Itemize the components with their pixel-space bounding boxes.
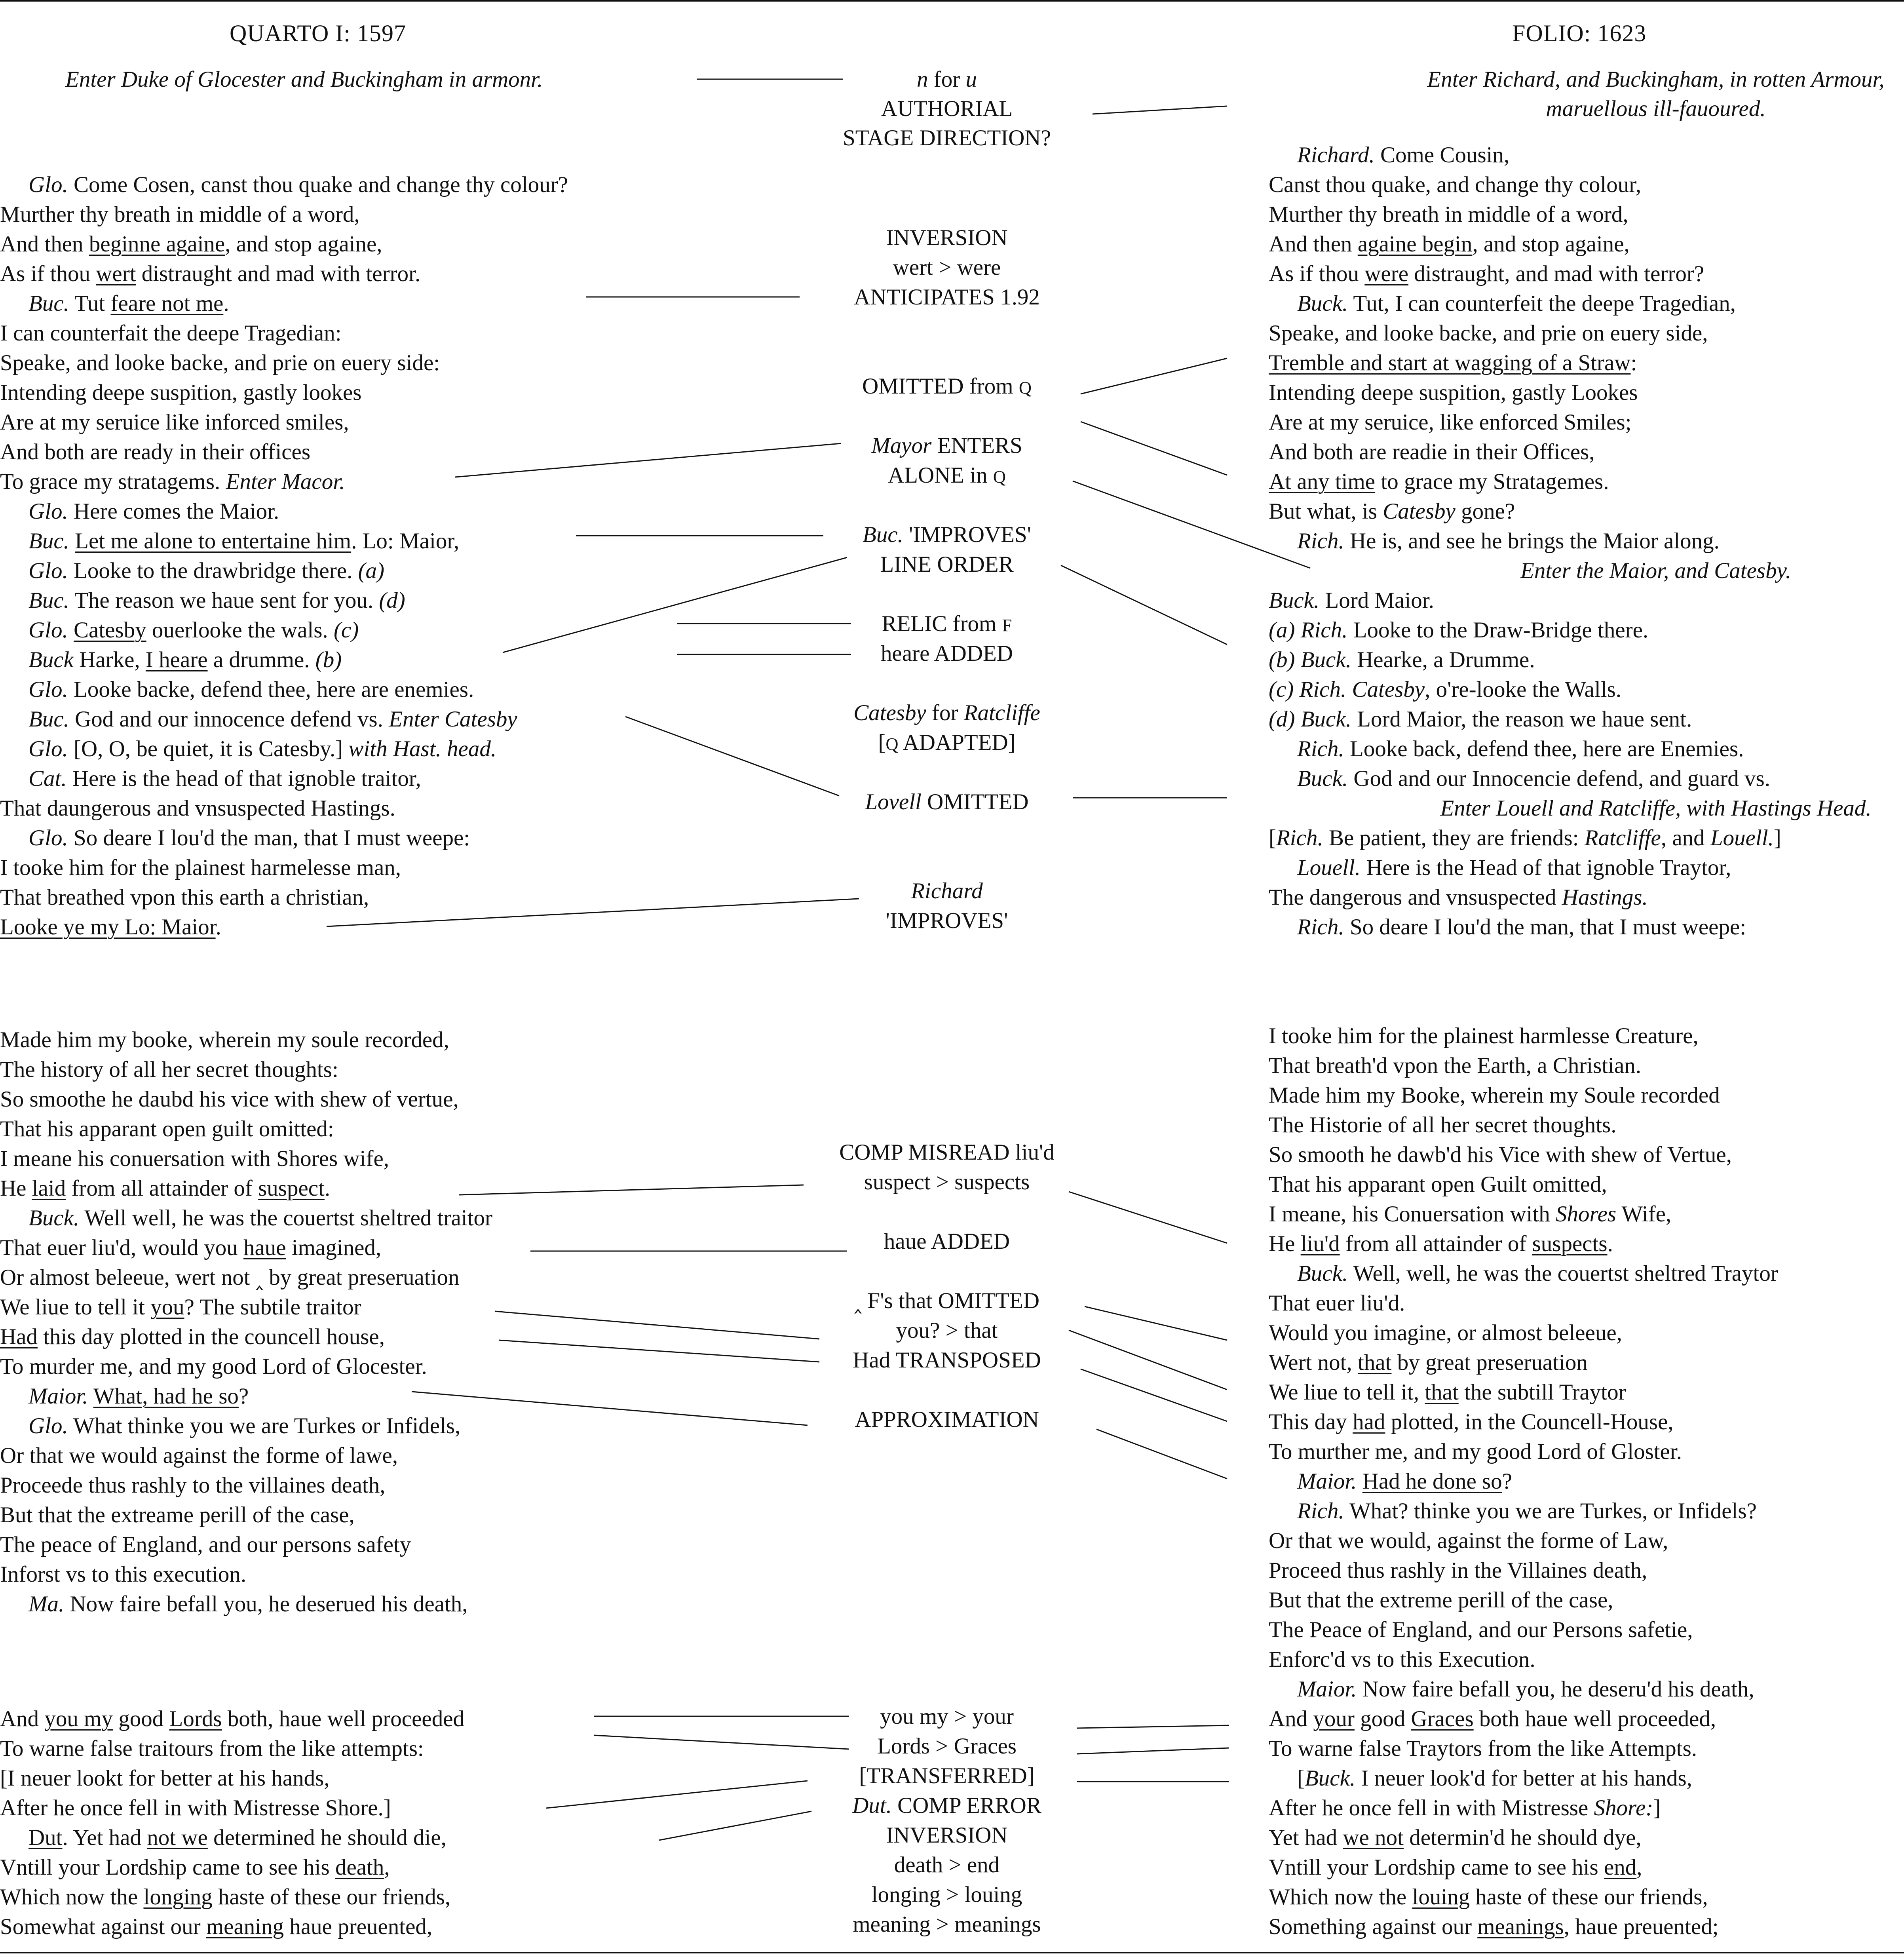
note-label: haue ADDED: [884, 1229, 1010, 1254]
folio-line: Enter the Maior, and Catesby.: [1520, 558, 1791, 583]
folio-line: Rich. Looke back, defend thee, here are Enemies.: [1297, 736, 1744, 761]
quarto-line: Vntill your Lordship came to see his death,: [0, 1855, 390, 1880]
folio-line: (a) Rich. Looke to the Draw-Bridge there.: [1269, 618, 1649, 643]
note-label: ALONE in Q: [887, 463, 1006, 488]
quarto-line: He laid from all attainder of suspect.: [0, 1176, 331, 1201]
note-label: Dut. COMP ERROR: [852, 1793, 1041, 1818]
quarto-line: Or almost beleeue, wert not ‸ by great preseruation: [0, 1265, 460, 1290]
folio-line: Enforc'd vs to this Execution.: [1269, 1647, 1535, 1672]
note-label: ANTICIPATES 1.92: [854, 285, 1040, 310]
note-label: meaning > meanings: [853, 1912, 1041, 1937]
quarto-line: Ma. Now faire befall you, he deserued his death,: [29, 1592, 468, 1616]
note-label: Lords > Graces: [877, 1734, 1017, 1759]
folio-line: And both are readie in their Offices,: [1269, 439, 1595, 464]
folio-line: Rich. So deare I lou'd the man, that I must weepe:: [1297, 915, 1746, 939]
folio-line: That his apparant open Guilt omitted,: [1269, 1172, 1607, 1197]
folio-line: Richard. Come Cousin,: [1297, 143, 1510, 167]
folio-line: I tooke him for the plainest harmlesse Creature,: [1269, 1023, 1699, 1048]
folio-line: I meane, his Conuersation with Shores Wife,: [1269, 1202, 1672, 1227]
note-label: Richard: [911, 879, 983, 903]
folio-line: But what, is Catesby gone?: [1269, 499, 1515, 524]
connector-line: [495, 1311, 819, 1339]
quarto-line: So smoothe he daubd his vice with shew of vertue,: [0, 1087, 459, 1112]
folio-line: [Buck. I neuer look'd for better at his hands,: [1297, 1766, 1692, 1791]
connector-line: [499, 1340, 819, 1362]
quarto-line: Dut. Yet had not we determined he should die,: [29, 1825, 447, 1850]
connector-line: [1093, 106, 1227, 114]
folio-line: After he once fell in with Mistresse Shore:]: [1269, 1795, 1661, 1820]
note-label: AUTHORIAL: [881, 96, 1013, 121]
folio-line: Maior. Now faire befall you, he deseru'd his death,: [1297, 1677, 1754, 1702]
folio-line: We liue to tell it, that the subtill Traytor: [1269, 1380, 1626, 1405]
quarto-line: Buck Harke, I heare a drumme. (b): [29, 647, 342, 672]
folio-line: As if thou were distraught, and mad with terror?: [1269, 261, 1704, 286]
quarto-line: Inforst vs to this execution.: [0, 1562, 247, 1587]
note-label: longing > louing: [871, 1882, 1022, 1907]
folio-line: Murther thy breath in middle of a word,: [1269, 202, 1628, 227]
folio-line: At any time to grace my Stratagemes.: [1269, 469, 1609, 494]
quarto-line: That daungerous and vnsuspected Hastings.: [0, 796, 395, 821]
connector-line: [625, 717, 839, 796]
quarto-line: And you my good Lords both, haue well proceeded: [0, 1706, 464, 1731]
connector-line: [1069, 1192, 1227, 1243]
folio-line: Tremble and start at wagging of a Straw:: [1269, 350, 1637, 375]
quarto-line: But that the extreame perill of the case,: [0, 1502, 355, 1527]
folio-line: Are at my seruice, like enforced Smiles;: [1269, 410, 1632, 435]
note-label: INVERSION: [886, 225, 1008, 250]
quarto-line: Buck. Well well, he was the couertst sheltred traitor: [29, 1206, 492, 1230]
quarto-line: After he once fell in with Mistresse Shore.]: [0, 1795, 391, 1820]
quarto-line: And both are ready in their offices: [0, 439, 311, 464]
connector-line: [1081, 1369, 1227, 1421]
quarto-header: QUARTO I: 1597: [230, 20, 406, 46]
quarto-line: Are at my seruice like inforced smiles,: [0, 410, 349, 435]
folio-line: Buck. Tut, I can counterfeit the deepe Tragedian,: [1297, 291, 1736, 316]
folio-line: That euer liu'd.: [1269, 1291, 1405, 1316]
quarto-line: We liue to tell it you? The subtile traitor: [0, 1295, 361, 1320]
connector-line: [1061, 565, 1227, 645]
quarto-line: Glo. Looke backe, defend thee, here are enemies.: [29, 677, 474, 702]
note-label: APPROXIMATION: [855, 1407, 1039, 1432]
folio-line: Wert not, that by great preseruation: [1269, 1350, 1588, 1375]
folio-stage-direction-1: Enter Richard, and Buckingham, in rotten Armour,: [1427, 67, 1885, 92]
connector-line: [594, 1735, 849, 1749]
quarto-line: Somewhat against our meaning haue preuented,: [0, 1914, 433, 1939]
note-label: [TRANSFERRED]: [859, 1763, 1035, 1788]
note-label: Buc. 'IMPROVES': [863, 522, 1031, 547]
quarto-line: Glo. What thinke you we are Turkes or Infidels,: [29, 1413, 461, 1438]
quarto-line: Speake, and looke backe, and prie on euery side:: [0, 350, 440, 375]
quarto-line: Glo. Come Cosen, canst thou quake and change thy colour?: [29, 172, 568, 197]
folio-line: Maior. Had he done so?: [1297, 1469, 1512, 1494]
folio-header: FOLIO: 1623: [1512, 20, 1647, 46]
quarto-line: Maior. What, had he so?: [29, 1384, 249, 1409]
quarto-line: That euer liu'd, would you haue imagined,: [0, 1235, 382, 1260]
quarto-line: Glo. Looke to the drawbridge there. (a): [29, 558, 385, 583]
quarto-line: Had this day plotted in the councell house,: [0, 1324, 385, 1349]
quarto-line: [I neuer lookt for better at his hands,: [0, 1766, 330, 1791]
quarto-line: Which now the longing haste of these our friends,: [0, 1885, 451, 1909]
connector-line: [412, 1392, 808, 1425]
connector-line: [1077, 1725, 1229, 1728]
note-label: n for u: [917, 67, 977, 92]
quarto-line: Or that we would against the forme of lawe,: [0, 1443, 398, 1468]
note-label: 'IMPROVES': [885, 908, 1008, 933]
connector-line: [546, 1781, 808, 1808]
note-label: RELIC from F: [882, 611, 1012, 636]
quarto-line: I can counterfait the deepe Tragedian:: [0, 321, 342, 346]
folio-line: [Rich. Be patient, they are friends: Ratcliffe, and Louell.]: [1269, 825, 1781, 850]
connector-line: [1096, 1429, 1227, 1479]
note-label: you my > your: [880, 1704, 1014, 1729]
folio-line: The Peace of England, and our Persons safetie,: [1269, 1617, 1693, 1642]
folio-line: Enter Louell and Ratcliffe, with Hastings Head.: [1440, 796, 1872, 821]
folio-line: So smooth he dawb'd his Vice with shew of Vertue,: [1269, 1142, 1732, 1167]
folio-line: (b) Buck. Hearke, a Drumme.: [1269, 647, 1535, 672]
folio-line: Yet had we not determin'd he should dye,: [1269, 1825, 1642, 1850]
note-label: [Q ADAPTED]: [878, 730, 1016, 755]
note-label: you? > that: [896, 1318, 998, 1343]
folio-line: Buck. Lord Maior.: [1269, 588, 1434, 613]
quarto-line: I tooke him for the plainest harmelesse man,: [0, 855, 401, 880]
folio-line: Proceed thus rashly in the Villaines death,: [1269, 1558, 1647, 1583]
quarto-line: To grace my stratagems. Enter Macor.: [0, 469, 345, 494]
note-label: LINE ORDER: [880, 552, 1014, 577]
folio-line: Rich. He is, and see he brings the Maior along.: [1297, 529, 1720, 553]
quarto-line: And then beginne againe, and stop againe,: [0, 232, 382, 257]
quarto-stage-direction: Enter Duke of Glocester and Buckingham in armonr.: [65, 67, 543, 92]
note-label: wert > were: [893, 255, 1001, 280]
folio-line: Rich. What? thinke you we are Turkes, or Infidels?: [1297, 1499, 1757, 1523]
note-label: ‸ F's that OMITTED: [854, 1288, 1040, 1313]
connector-line: [459, 1185, 804, 1195]
note-label: Mayor ENTERS: [871, 433, 1022, 458]
quarto-line: To warne false traitours from the like attempts:: [0, 1736, 424, 1761]
quarto-line: Buc. The reason we haue sent for you. (d): [29, 588, 405, 613]
quarto-line: I meane his conuersation with Shores wife,: [0, 1146, 389, 1171]
folio-line: Speake, and looke backe, and prie on euery side,: [1269, 321, 1708, 346]
note-label: heare ADDED: [881, 641, 1013, 666]
note-label: Lovell OMITTED: [865, 789, 1029, 814]
connector-line: [503, 557, 847, 652]
folio-line: Canst thou quake, and change thy colour,: [1269, 172, 1642, 197]
connector-line: [1081, 422, 1227, 475]
connector-line: [327, 899, 859, 926]
quarto-line: That breathed vpon this earth a christian,: [0, 885, 369, 910]
connector-line: [1077, 1748, 1229, 1754]
note-label: STAGE DIRECTION?: [843, 126, 1051, 150]
folio-line: Something against our meanings, haue preuented;: [1269, 1914, 1719, 1939]
folio-line: To murther me, and my good Lord of Gloster.: [1269, 1439, 1682, 1464]
folio-line: And your good Graces both haue well proceeded,: [1269, 1706, 1716, 1731]
folio-line: To warne false Traytors from the like Attempts.: [1269, 1736, 1697, 1761]
connector-line: [455, 443, 841, 477]
quarto-line: Intending deepe suspition, gastly lookes: [0, 380, 362, 405]
connector-line: [1069, 1330, 1227, 1390]
connector-line: [1085, 1307, 1227, 1340]
quarto-line: Made him my booke, wherein my soule recorded,: [0, 1027, 449, 1052]
folio-line: And then againe begin, and stop againe,: [1269, 232, 1630, 257]
folio-line: Or that we would, against the forme of Law,: [1269, 1528, 1668, 1553]
folio-line: (c) Rich. Catesby, o're-looke the Walls.: [1269, 677, 1622, 702]
note-label: Catesby for Ratcliffe: [853, 700, 1040, 725]
quarto-line: Glo. Here comes the Maior.: [29, 499, 279, 524]
folio-line: But that the extreme perill of the case,: [1269, 1588, 1613, 1613]
quarto-line: That his apparant open guilt omitted:: [0, 1116, 334, 1141]
folio-line: (d) Buck. Lord Maior, the reason we haue sent.: [1269, 707, 1692, 732]
quarto-line: Buc. Tut feare not me.: [29, 291, 229, 316]
folio-line: This day had plotted, in the Councell-House,: [1269, 1409, 1674, 1434]
folio-line: That breath'd vpon the Earth, a Christian.: [1269, 1053, 1642, 1078]
quarto-line: As if thou wert distraught and mad with terror.: [0, 261, 421, 286]
quarto-line: Buc. God and our innocence defend vs. Enter Catesby: [29, 707, 517, 732]
quarto-line: The peace of England, and our persons safety: [0, 1532, 411, 1557]
folio-line: He liu'd from all attainder of suspects.: [1269, 1231, 1613, 1256]
quarto-line: Glo. [O, O, be quiet, it is Catesby.] with Hast. head.: [29, 736, 497, 761]
quarto-line: Glo. Catesby ouerlooke the wals. (c): [29, 618, 359, 643]
note-label: death > end: [894, 1852, 1000, 1877]
connector-line: [659, 1811, 811, 1840]
quarto-line: The history of all her secret thoughts:: [0, 1057, 338, 1082]
folio-line: Buck. God and our Innocencie defend, and guard vs.: [1297, 766, 1770, 791]
note-label: Had TRANSPOSED: [853, 1348, 1041, 1373]
folio-line: Vntill your Lordship came to see his end,: [1269, 1855, 1642, 1880]
folio-line: The dangerous and vnsuspected Hastings.: [1269, 885, 1648, 910]
quarto-line: Murther thy breath in middle of a word,: [0, 202, 360, 227]
note-label: OMITTED from Q: [862, 374, 1032, 399]
folio-line: Louell. Here is the Head of that ignoble Traytor,: [1297, 855, 1731, 880]
folio-line: Buck. Well, well, he was the couertst sheltred Traytor: [1297, 1261, 1778, 1286]
folio-line: Would you imagine, or almost beleeue,: [1269, 1320, 1622, 1345]
quarto-line: Looke ye my Lo: Maior.: [0, 915, 221, 939]
quarto-line: Cat. Here is the head of that ignoble traitor,: [29, 766, 421, 791]
folio-stage-direction-2: maruellous ill-fauoured.: [1546, 96, 1766, 121]
connector-line: [1081, 358, 1227, 394]
quarto-line: Buc. Let me alone to entertaine him. Lo: Maior,: [29, 529, 460, 553]
quarto-line: Proceede thus rashly to the villaines death,: [0, 1473, 386, 1498]
quarto-line: Glo. So deare I lou'd the man, that I must weepe:: [29, 825, 470, 850]
folio-line: The Historie of all her secret thoughts.: [1269, 1113, 1617, 1137]
note-label: INVERSION: [886, 1823, 1008, 1848]
folio-line: Which now the louing haste of these our friends,: [1269, 1885, 1708, 1909]
note-label: COMP MISREAD liu'd: [839, 1140, 1055, 1165]
note-label: suspect > suspects: [864, 1170, 1030, 1194]
connector-line: [1073, 481, 1310, 568]
folio-line: Made him my Booke, wherein my Soule recorded: [1269, 1083, 1720, 1108]
folio-line: Intending deepe suspition, gastly Lookes: [1269, 380, 1638, 405]
quarto-line: To murder me, and my good Lord of Glocester.: [0, 1354, 427, 1379]
